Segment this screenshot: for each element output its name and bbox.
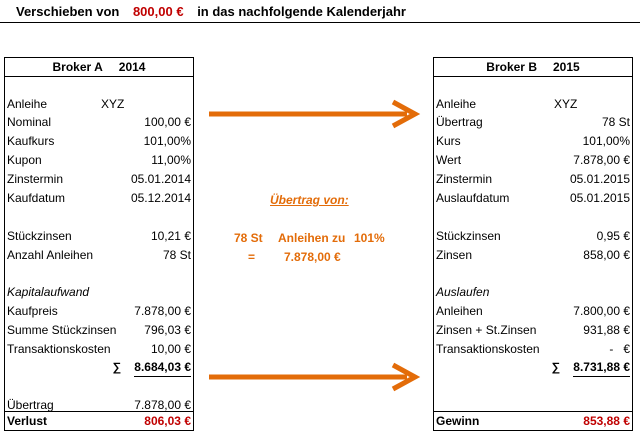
label-b-uebertrag: Übertrag — [436, 115, 483, 129]
row-kaufdatum — [5, 189, 193, 207]
label-kaufpreis: Kaufpreis — [7, 304, 58, 318]
row-b-transaktion — [434, 340, 632, 358]
value-b-kurs: 101,00% — [582, 134, 630, 148]
value-zinstermin: 05.01.2014 — [130, 172, 191, 186]
row-nominal — [5, 113, 193, 131]
value-kaufkurs: 101,00% — [143, 134, 191, 148]
value-b-zinsen-st: 931,88 € — [583, 323, 630, 337]
value-verlust: 806,03 € — [144, 414, 191, 428]
value-uebertrag: 7.878,00 € — [134, 398, 191, 412]
row-b-auslaufdatum — [434, 189, 632, 207]
value-transaktion: 10,00 € — [150, 342, 191, 356]
arrow-right-icon — [207, 98, 427, 130]
value-anzahl: 78 St — [162, 248, 191, 262]
transfer-percent: 101% — [354, 231, 385, 245]
label-kaufkurs: Kaufkurs — [7, 134, 55, 148]
value-stueckzinsen: 10,21 € — [150, 229, 191, 243]
label-stueckzinsen: Stückzinsen — [7, 229, 72, 243]
row-b-anleihen — [434, 302, 632, 320]
value-b-uebertrag: 78 St — [601, 115, 630, 129]
transfer-count: 78 St — [234, 231, 263, 245]
section-auslaufen: Auslaufen — [436, 285, 490, 299]
row-b-zinstermin — [434, 170, 632, 188]
value-total: 8.684,03 € — [134, 358, 191, 377]
value-b-auslaufdatum: 05.01.2015 — [569, 191, 630, 205]
label-kupon: Kupon — [7, 153, 42, 167]
value-kaufdatum: 05.12.2014 — [130, 191, 191, 205]
broker-b-year: 2015 — [552, 60, 580, 74]
transfer-desc: Anleihen zu — [278, 231, 346, 245]
value-b-total: 8.731,88 € — [573, 358, 630, 377]
label-kaufdatum: Kaufdatum — [7, 191, 66, 205]
row-b-zinsen — [434, 246, 632, 264]
row-b-uebertrag — [434, 113, 632, 131]
row-transaktion — [5, 340, 193, 358]
label-uebertrag: Übertrag — [7, 398, 54, 412]
row-kupon — [5, 151, 193, 169]
row-stueckzinsen — [5, 227, 193, 245]
value-b-anleihen: 7.800,00 € — [573, 304, 630, 318]
row-zinstermin — [5, 170, 193, 188]
value-b-zinstermin: 05.01.2015 — [569, 172, 630, 186]
row-total — [5, 358, 193, 376]
label-b-zinstermin: Zinstermin — [436, 172, 493, 186]
label-anleihe: Anleihe — [7, 97, 48, 111]
label-nominal: Nominal — [7, 115, 52, 129]
row-b-zinsen-st — [434, 321, 632, 339]
row-summe — [5, 321, 193, 339]
row-b-total — [434, 358, 632, 376]
broker-a-title — [5, 58, 193, 77]
value-kaufpreis: 7.878,00 € — [134, 304, 191, 318]
label-summe: Summe Stückzinsen — [7, 323, 117, 337]
sigma-icon: ∑ — [551, 360, 560, 374]
broker-b-panel — [433, 57, 633, 431]
label-transaktion: Transaktionskosten — [7, 342, 111, 356]
broker-b-name: Broker B — [486, 60, 537, 74]
row-b-stueckzinsen — [434, 227, 632, 245]
label-b-anleihe: Anleihe — [436, 97, 477, 111]
value-nominal: 100,00 € — [144, 115, 191, 129]
value-b-zinsen: 858,00 € — [583, 248, 630, 262]
label-b-transaktion: Transaktionskosten — [436, 342, 540, 356]
row-b-wert — [434, 151, 632, 169]
arrow-right-icon — [207, 361, 427, 393]
broker-a-year: 2014 — [118, 60, 146, 74]
broker-a-name: Broker A — [52, 60, 103, 74]
title-suffix: in das nachfolgende Kalenderjahr — [197, 4, 406, 19]
label-verlust: Verlust — [7, 414, 48, 428]
section-kapitalaufwand: Kapitalaufwand — [7, 285, 90, 299]
row-b-anleihe — [434, 95, 632, 113]
label-b-zinsen-st: Zinsen + St.Zinsen — [436, 323, 537, 337]
row-section — [5, 283, 193, 301]
transfer-equals: = — [248, 250, 256, 264]
title-amount: 800,00 € — [132, 4, 184, 19]
title-prefix: Verschieben von — [16, 4, 120, 19]
value-b-wert: 7.878,00 € — [573, 153, 630, 167]
label-b-auslaufdatum: Auslaufdatum — [436, 191, 510, 205]
label-b-zinsen: Zinsen — [436, 248, 473, 262]
value-anleihe: XYZ — [101, 97, 125, 111]
transfer-heading: Übertrag von: — [270, 193, 349, 207]
label-anzahl: Anzahl Anleihen — [7, 248, 94, 262]
footer-verlust — [5, 411, 193, 430]
row-b-kurs — [434, 132, 632, 150]
value-gewinn: 853,88 € — [583, 414, 630, 428]
value-b-stueckzinsen: 0,95 € — [596, 229, 630, 243]
label-b-kurs: Kurs — [436, 134, 461, 148]
broker-a-panel — [4, 57, 194, 431]
label-b-wert: Wert — [436, 153, 462, 167]
page-title — [16, 4, 406, 19]
label-gewinn: Gewinn — [436, 414, 480, 428]
value-b-anleihe: XYZ — [554, 97, 578, 111]
sigma-icon: ∑ — [112, 360, 121, 374]
row-anleihe — [5, 95, 193, 113]
label-zinstermin: Zinstermin — [7, 172, 64, 186]
row-kaufkurs — [5, 132, 193, 150]
value-kupon: 11,00% — [151, 153, 191, 167]
row-anzahl — [5, 246, 193, 264]
label-b-stueckzinsen: Stückzinsen — [436, 229, 501, 243]
value-b-transaktion: - € — [609, 342, 630, 356]
transfer-amount: 7.878,00 € — [284, 250, 341, 264]
row-b-section — [434, 283, 632, 301]
value-summe: 796,03 € — [144, 323, 191, 337]
label-b-anleihen: Anleihen — [436, 304, 483, 318]
row-kaufpreis — [5, 302, 193, 320]
footer-gewinn — [434, 411, 632, 430]
broker-b-title — [434, 58, 632, 77]
